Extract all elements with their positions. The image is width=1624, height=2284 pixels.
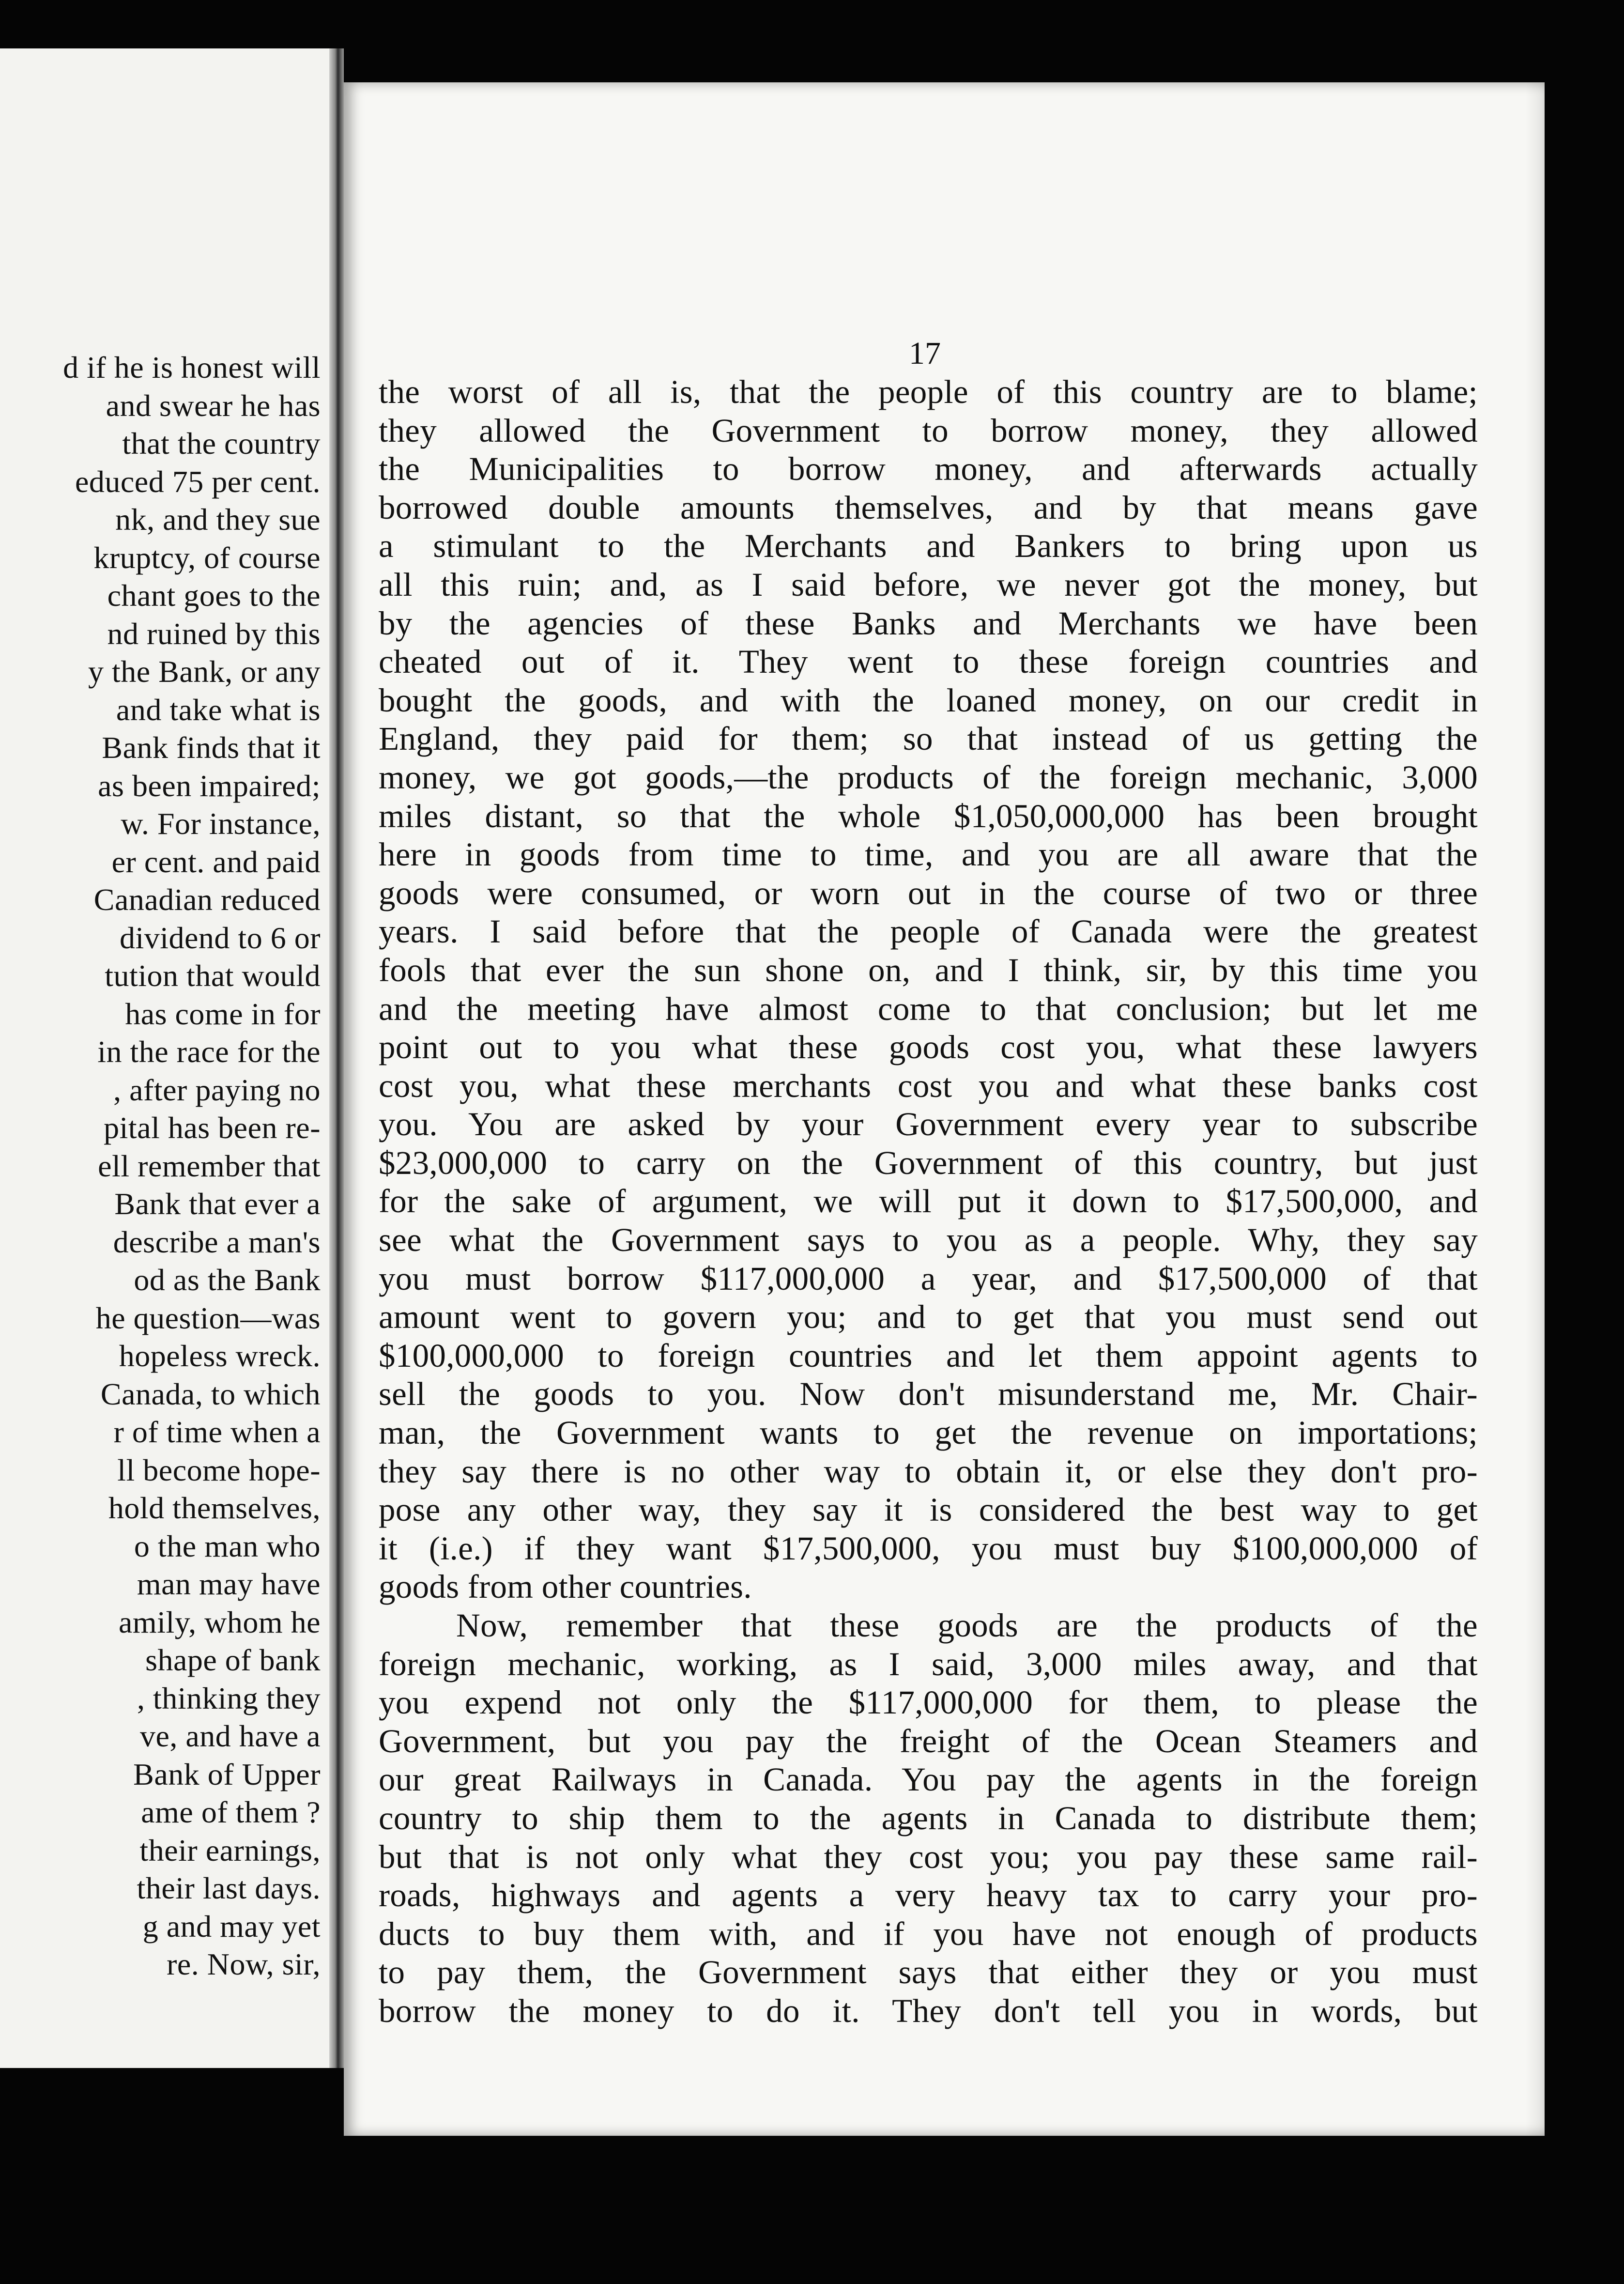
facing-page-line: od as the Bank	[134, 1263, 321, 1297]
text-line: they allowed the Government to borrow money, they allowed	[379, 412, 1478, 449]
facing-page-line: g and may yet	[142, 1909, 321, 1944]
text-line: bought the goods, and with the loaned money, on our credit in	[379, 681, 1478, 719]
text-line: all this ruin; and, as I said before, we never got the money, but	[379, 566, 1478, 603]
facing-page-line: Bank that ever a	[114, 1187, 321, 1221]
facing-page-line: tution that would	[105, 958, 321, 993]
text-line: for the sake of argument, we will put it down to $17,500,000, and	[379, 1183, 1478, 1220]
facing-page-line: hopeless wreck.	[119, 1339, 321, 1373]
facing-page-line: that the country	[122, 426, 321, 461]
facing-page-line: has come in for	[125, 996, 321, 1031]
page	[344, 82, 1545, 2136]
text-line: and the meeting have almost come to that conclusion; but let me	[379, 990, 1478, 1027]
facing-page-line: y the Bank, or any	[88, 654, 321, 689]
facing-page-line: describe a man's	[113, 1224, 321, 1259]
facing-page-line: pital has been re-	[104, 1111, 321, 1145]
text-line: you must borrow $117,000,000 a year, and $17,500,000 of that	[379, 1260, 1478, 1297]
text-line: to pay them, the Government says that either they or you must	[379, 1954, 1478, 1991]
text-line: fools that ever the sun shone on, and I think, sir, by this time you	[379, 951, 1478, 988]
facing-page-line: as been impaired;	[98, 768, 321, 803]
text-line: sell the goods to you. Now don't misunderstand me, Mr. Chair-	[379, 1375, 1478, 1413]
facing-page-line: Bank of Upper	[133, 1757, 321, 1791]
text-line: years. I said before that the people of Canada were the greatest	[379, 913, 1478, 950]
text-line: ducts to buy them with, and if you have not enough of products	[379, 1915, 1478, 1952]
text-line: Government, but you pay the freight of the Ocean Steamers and	[379, 1722, 1478, 1759]
body-text	[379, 373, 1478, 2031]
text-line: pose any other way, they say it is considered the best way to get	[379, 1491, 1478, 1528]
text-line: point out to you what these goods cost you, what these lawyers	[379, 1029, 1478, 1066]
text-line: they say there is no other way to obtain it, or else they don't pro-	[379, 1452, 1478, 1490]
text-line: you. You are asked by your Government every year to subscribe	[379, 1106, 1478, 1143]
text-line: our great Railways in Canada. You pay the agents in the foreign	[379, 1761, 1478, 1798]
facing-page-line: kruptcy, of course	[93, 540, 321, 575]
facing-page-line: Canadian reduced	[93, 882, 321, 917]
facing-page-line: man may have	[137, 1567, 321, 1601]
page-number: 17	[909, 336, 941, 371]
facing-page-line: educed 75 per cent.	[75, 464, 321, 499]
facing-page-line: their earnings,	[139, 1833, 321, 1867]
facing-page-line: re. Now, sir,	[167, 1947, 321, 1981]
text-line: foreign mechanic, working, as I said, 3,000 miles away, and that	[379, 1645, 1478, 1682]
facing-page-line: dividend to 6 or	[119, 920, 321, 955]
facing-page-line: nk, and they sue	[115, 502, 321, 537]
facing-page-line: o the man who	[134, 1528, 321, 1563]
text-line: $23,000,000 to carry on the Government of this country, but just	[379, 1144, 1478, 1181]
text-line: the worst of all is, that the people of this country are to blame;	[379, 373, 1478, 410]
facing-page-line: , after paying no	[113, 1072, 321, 1107]
facing-page-fragment	[0, 48, 329, 2068]
text-line: cost you, what these merchants cost you and what these banks cost	[379, 1067, 1478, 1104]
facing-page-line: , thinking they	[137, 1681, 321, 1715]
text-line: the Municipalities to borrow money, and afterwards actually	[379, 450, 1478, 488]
text-line: by the agencies of these Banks and Merchants we have been	[379, 604, 1478, 642]
text-line: roads, highways and agents a very heavy tax to carry your pro-	[379, 1877, 1478, 1914]
facing-page-line: w. For instance,	[121, 806, 321, 841]
facing-page-line: he question—was	[95, 1300, 321, 1335]
facing-page-line: nd ruined by this	[107, 616, 321, 651]
text-line: here in goods from time to time, and you are all aware that the	[379, 836, 1478, 873]
text-line: cheated out of it. They went to these foreign countries and	[379, 643, 1478, 680]
facing-page-line: d if he is honest will	[63, 350, 321, 385]
facing-page-line: ame of them ?	[141, 1795, 321, 1829]
facing-page-line: amily, whom he	[119, 1605, 321, 1639]
text-line: miles distant, so that the whole $1,050,000,000 has been brought	[379, 797, 1478, 834]
text-line: but that is not only what they cost you; you pay these same rail-	[379, 1838, 1478, 1875]
facing-page-line: r of time when a	[113, 1415, 321, 1449]
facing-page-line: Bank finds that it	[102, 730, 321, 765]
facing-page-line: er cent. and paid	[111, 844, 321, 879]
page-edge-shadow	[1525, 82, 1545, 2136]
text-line: amount went to govern you; and to get that you must send out	[379, 1298, 1478, 1336]
text-line: a stimulant to the Merchants and Bankers to bring upon us	[379, 527, 1478, 565]
facing-page-line: hold themselves,	[108, 1491, 321, 1525]
text-line: England, they paid for them; so that instead of us getting the	[379, 720, 1478, 757]
facing-page-line: ll become hope-	[117, 1452, 321, 1487]
text-line: money, we got goods,—the products of the foreign mechanic, 3,000	[379, 758, 1478, 796]
text-line: Now, remember that these goods are the products of the	[456, 1607, 1478, 1644]
facing-page-line: and swear he has	[106, 388, 321, 423]
text-line: borrowed double amounts themselves, and by that means gave	[379, 489, 1478, 526]
facing-page-line: chant goes to the	[107, 578, 321, 613]
text-line: you expend not only the $117,000,000 for them, to please the	[379, 1684, 1478, 1721]
facing-page-line: shape of bank	[145, 1643, 321, 1677]
facing-page-line: in the race for the	[97, 1034, 321, 1069]
facing-page-line: their last days.	[137, 1871, 321, 1905]
text-line: man, the Government wants to get the revenue on importations;	[379, 1414, 1478, 1451]
facing-page-line: ve, and have a	[139, 1719, 321, 1753]
book-gutter	[329, 48, 344, 2068]
text-line: see what the Government says to you as a people. Why, they say	[379, 1221, 1478, 1259]
facing-page-line: and take what is	[116, 692, 321, 727]
text-line: goods from other countries.	[379, 1568, 752, 1605]
text-line: goods were consumed, or worn out in the course of two or three	[379, 874, 1478, 911]
text-line: it (i.e.) if they want $17,500,000, you must buy $100,000,000 of	[379, 1529, 1478, 1567]
text-line: $100,000,000 to foreign countries and let them appoint agents to	[379, 1337, 1478, 1374]
facing-page-line: Canada, to which	[100, 1376, 321, 1411]
text-line: borrow the money to do it. They don't tell you in words, but	[379, 1992, 1478, 2029]
facing-page-line: ell remember that	[98, 1148, 321, 1183]
text-line: country to ship them to the agents in Canada to distribute them;	[379, 1799, 1478, 1836]
